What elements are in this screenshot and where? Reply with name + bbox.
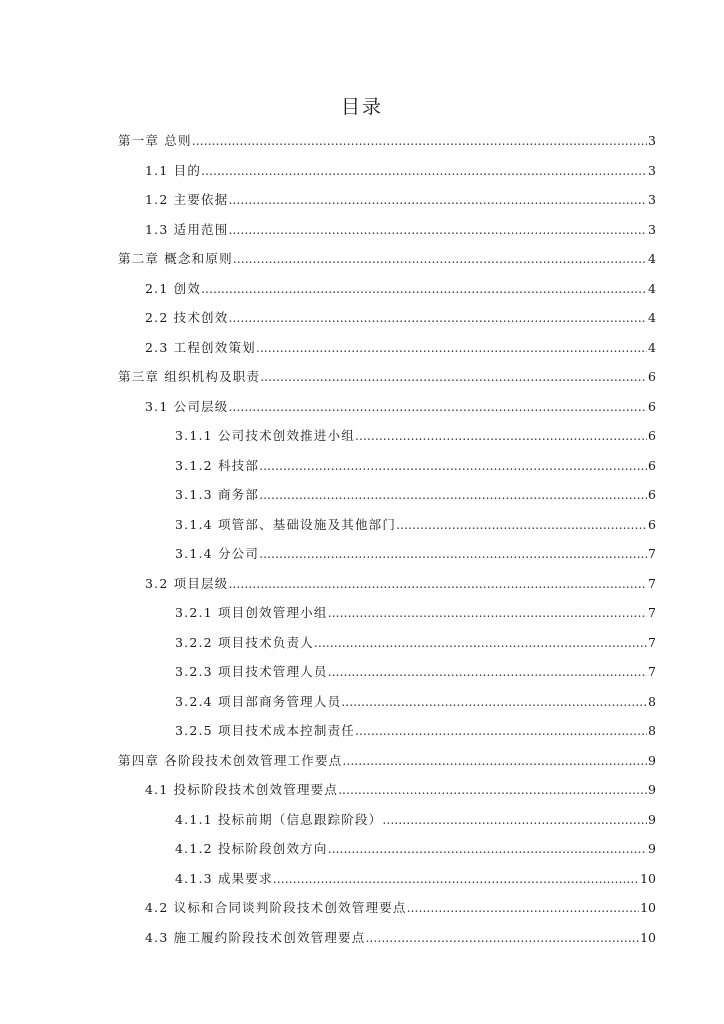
toc-entry-label: 4.1.1 投标前期（信息跟踪阶段） xyxy=(175,811,383,827)
toc-entry-label: 3.2.3 项目技术管理人员 xyxy=(175,664,328,679)
toc-leader-dots xyxy=(396,510,647,540)
toc-entry[interactable] xyxy=(118,716,656,746)
toc-page-number: 9 xyxy=(648,811,656,827)
toc-entry-label: 1.2 主要依据 xyxy=(145,192,229,207)
toc-entry-label: 1.1 目的 xyxy=(145,162,202,178)
toc-entry[interactable] xyxy=(118,480,656,510)
toc-leader-dots xyxy=(273,864,639,894)
toc-entry[interactable] xyxy=(118,421,656,451)
toc-entry-label: 4.1.2 投标阶段创效方向 xyxy=(175,841,328,856)
toc-page-number: 3 xyxy=(648,133,656,148)
toc-page-number: 4 xyxy=(648,339,656,355)
toc-leader-dots xyxy=(338,775,647,805)
toc-leader-dots xyxy=(228,215,647,245)
toc-entry-label: 第二章 概念和原则 xyxy=(118,251,233,266)
toc-leader-dots xyxy=(365,923,639,953)
toc-page-number: 3 xyxy=(648,221,656,237)
toc-entry[interactable] xyxy=(118,569,656,599)
toc-page-number: 3 xyxy=(648,162,656,178)
toc-entry[interactable] xyxy=(118,333,656,363)
toc-entry[interactable] xyxy=(118,244,656,274)
toc-page-number: 10 xyxy=(640,870,656,886)
toc-entry[interactable] xyxy=(118,392,656,422)
toc-leader-dots xyxy=(355,716,647,746)
toc-entry[interactable] xyxy=(118,156,656,186)
toc-entry[interactable] xyxy=(118,923,656,953)
toc-entry[interactable] xyxy=(118,834,656,864)
toc-leader-dots xyxy=(314,628,647,658)
toc-entry-label: 3.1.2 科技部 xyxy=(175,457,260,473)
toc-entry-label: 2.2 技术创效 xyxy=(145,310,229,325)
toc-leader-dots xyxy=(228,185,647,215)
toc-entry[interactable] xyxy=(118,303,656,333)
toc-entry-label: 第一章 总则 xyxy=(118,133,192,148)
toc-entry-label: 4.2 议标和合同谈判阶段技术创效管理要点 xyxy=(145,900,407,915)
toc-page-number: 10 xyxy=(640,900,656,915)
toc-entry-label: 3.1.1 公司技术创效推进小组 xyxy=(175,428,355,443)
toc-entry[interactable] xyxy=(118,185,656,215)
toc-leader-dots xyxy=(328,657,647,687)
toc-title: 目录 xyxy=(340,96,383,118)
toc-page-number: 9 xyxy=(648,782,656,797)
toc-entry[interactable] xyxy=(118,687,656,717)
toc-entry-label: 3.2.5 项目技术成本控制责任 xyxy=(175,723,355,738)
toc-entry[interactable] xyxy=(118,657,656,687)
toc-entry-label: 4.1 投标阶段技术创效管理要点 xyxy=(145,782,339,797)
toc-entry[interactable] xyxy=(118,893,656,923)
toc-leader-dots xyxy=(341,687,647,717)
toc-leader-dots xyxy=(256,333,647,363)
toc-entry[interactable] xyxy=(118,775,656,805)
toc-entry-label: 2.1 创效 xyxy=(145,280,202,296)
toc-entry[interactable] xyxy=(118,628,656,658)
toc-entry-label: 第三章 组织机构及职责 xyxy=(118,369,261,384)
toc-entry[interactable] xyxy=(118,864,656,894)
toc-entry-label: 3.2 项目层级 xyxy=(145,575,229,591)
toc-page-number: 4 xyxy=(648,251,656,266)
toc-leader-dots xyxy=(192,126,647,156)
toc-page-number: 6 xyxy=(648,487,656,502)
toc-entry-label: 3.2.4 项目部商务管理人员 xyxy=(175,693,342,709)
toc-entry[interactable] xyxy=(118,805,656,835)
toc-leader-dots xyxy=(228,303,647,333)
toc-page-number: 6 xyxy=(648,457,656,473)
toc-leader-dots xyxy=(328,598,647,628)
toc-page-number: 3 xyxy=(648,192,656,207)
toc-entry[interactable] xyxy=(118,215,656,245)
toc-entry[interactable] xyxy=(118,451,656,481)
toc-page-number: 6 xyxy=(648,516,656,532)
toc-entry-label: 3.1.4 分公司 xyxy=(175,546,260,561)
toc-entry-label: 3.2.1 项目创效管理小组 xyxy=(175,605,328,620)
toc-entry[interactable] xyxy=(118,274,656,304)
toc-leader-dots xyxy=(342,746,647,776)
toc-page-number: 7 xyxy=(648,605,656,620)
toc-entry-label: 4.1.3 成果要求 xyxy=(175,870,273,886)
toc-entry-label: 3.1.3 商务部 xyxy=(175,487,260,502)
toc-page-number: 8 xyxy=(648,723,656,738)
toc-page-number: 6 xyxy=(648,428,656,443)
toc-entry[interactable] xyxy=(118,510,656,540)
toc-leader-dots xyxy=(228,392,647,422)
toc-page-number: 9 xyxy=(648,841,656,856)
toc-page-number: 4 xyxy=(648,280,656,296)
toc-entry[interactable] xyxy=(118,746,656,776)
toc-leader-dots xyxy=(382,805,647,835)
toc-leader-dots xyxy=(259,451,647,481)
toc-leader-dots xyxy=(259,539,647,569)
toc-entry-label: 第四章 各阶段技术创效管理工作要点 xyxy=(118,752,343,768)
toc-entry-label: 1.3 适用范围 xyxy=(145,221,229,237)
toc-page-number: 7 xyxy=(648,634,656,650)
toc-entry-label: 4.3 施工履约阶段技术创效管理要点 xyxy=(145,929,366,945)
toc-leader-dots xyxy=(201,274,647,304)
toc-page-number: 6 xyxy=(648,398,656,414)
toc-page-number: 4 xyxy=(648,310,656,325)
toc-page-number: 6 xyxy=(648,369,656,384)
toc-page-number: 8 xyxy=(648,693,656,709)
toc-entry-label: 3.1 公司层级 xyxy=(145,398,229,414)
toc-page-number: 7 xyxy=(648,575,656,591)
table-of-contents xyxy=(118,126,656,952)
toc-leader-dots xyxy=(407,893,640,923)
toc-leader-dots xyxy=(201,156,647,186)
toc-page-number: 7 xyxy=(648,664,656,679)
toc-leader-dots xyxy=(328,834,647,864)
toc-entry[interactable] xyxy=(118,539,656,569)
toc-leader-dots xyxy=(259,480,647,510)
toc-entry[interactable] xyxy=(118,126,656,156)
toc-leader-dots xyxy=(260,362,647,392)
toc-leader-dots xyxy=(233,244,647,274)
toc-entry-label: 3.1.4 项管部、基础设施及其他部门 xyxy=(175,516,397,532)
toc-entry-label: 2.3 工程创效策划 xyxy=(145,339,256,355)
toc-page-number: 9 xyxy=(648,752,656,768)
toc-entry[interactable] xyxy=(118,362,656,392)
toc-entry[interactable] xyxy=(118,598,656,628)
toc-page-number: 7 xyxy=(648,546,656,561)
toc-leader-dots xyxy=(228,569,647,599)
toc-entry-label: 3.2.2 项目技术负责人 xyxy=(175,634,314,650)
toc-leader-dots xyxy=(355,421,647,451)
toc-page-number: 10 xyxy=(640,929,656,945)
